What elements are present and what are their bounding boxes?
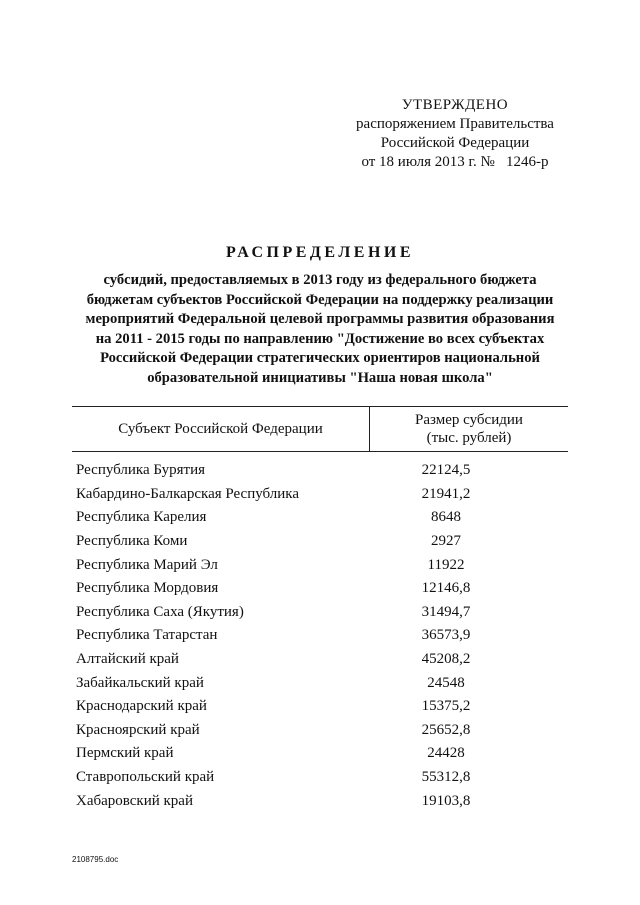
subsidy-amount: 31494,7	[421, 603, 471, 620]
table-row	[76, 601, 556, 625]
subject-name: Республика Татарстан	[76, 627, 218, 644]
subject-name: Алтайский край	[76, 651, 179, 668]
subject-name: Хабаровский край	[76, 792, 193, 809]
subtitle-line: образовательной инициативы "Наша новая школа"	[147, 369, 493, 386]
subsidy-amount: 22124,5	[421, 462, 471, 479]
table-row	[76, 506, 556, 530]
approval-body: Российской Федерации	[380, 135, 530, 151]
subsidy-amount: 11922	[427, 556, 465, 573]
column-header-amount-line2: (тыс. рублей)	[426, 430, 512, 446]
table-row	[76, 695, 556, 719]
table-row	[76, 742, 556, 766]
approval-block	[330, 96, 580, 172]
approval-heading: УТВЕРЖДЕНО	[401, 97, 509, 113]
subtitle-line: Российской Федерации стратегических ориентиров национальной	[100, 350, 540, 366]
subsidy-amount: 36573,9	[421, 627, 471, 644]
column-header-amount	[370, 411, 568, 447]
table-body	[76, 459, 556, 813]
subsidy-amount: 2927	[431, 533, 461, 550]
table-row	[76, 530, 556, 554]
subsidy-amount: 24548	[427, 674, 465, 691]
subject-name: Республика Карелия	[76, 509, 207, 526]
table-row	[76, 671, 556, 695]
subsidy-amount: 15375,2	[421, 698, 471, 715]
subject-name: Ставропольский край	[76, 769, 215, 786]
table-row	[76, 483, 556, 507]
column-header-amount-line1: Размер субсидии	[415, 412, 523, 428]
subsidy-amount: 19103,8	[421, 792, 471, 809]
subject-name: Республика Мордовия	[76, 580, 219, 597]
table-row	[76, 719, 556, 743]
subtitle-line: бюджетам субъектов Российской Федерации на поддержку реализации	[86, 291, 554, 308]
subject-name: Красноярский край	[76, 721, 200, 738]
subsidy-amount: 25652,8	[421, 721, 471, 738]
document-title: РАСПРЕДЕЛЕНИЕ	[225, 244, 415, 261]
subject-name: Пермский край	[76, 745, 174, 762]
subtitle-line: мероприятий Федеральной целевой программы развития образования	[85, 311, 555, 327]
subject-name: Республика Бурятия	[76, 462, 206, 479]
subsidy-amount: 21941,2	[421, 485, 471, 502]
subsidy-amount: 24428	[427, 745, 465, 762]
table-row	[76, 459, 556, 483]
subject-name: Забайкальский край	[76, 674, 204, 691]
subsidy-amount: 8648	[431, 509, 461, 526]
subject-name: Кабардино-Балкарская Республика	[76, 485, 300, 502]
table-row	[76, 577, 556, 601]
subsidy-amount: 45208,2	[421, 651, 471, 668]
table-row	[76, 648, 556, 672]
table-row	[76, 789, 556, 813]
subject-name: Краснодарский край	[76, 698, 207, 715]
approval-issuer: распоряжением Правительства	[356, 116, 554, 132]
table-row	[76, 553, 556, 577]
subsidy-amount: 12146,8	[421, 580, 471, 597]
subject-name: Республика Коми	[76, 533, 188, 550]
subsidy-amount: 55312,8	[421, 769, 471, 786]
column-header-subject: Субъект Российской Федерации	[118, 420, 323, 437]
document-subtitle	[70, 271, 570, 388]
subtitle-line: субсидий, предоставляемых в 2013 году из федерального бюджета	[103, 272, 537, 288]
table-row	[76, 766, 556, 790]
subject-name: Республика Саха (Якутия)	[76, 603, 244, 620]
footer-filename: 2108795.doc	[72, 855, 119, 864]
subject-name: Республика Марий Эл	[76, 556, 218, 573]
table-row	[76, 624, 556, 648]
approval-date-number: от 18 июля 2013 г. № 1246-р	[361, 154, 549, 170]
subtitle-line: на 2011 - 2015 годы по направлению "Достижение во всех субъектах	[95, 330, 545, 347]
table-header	[72, 406, 568, 452]
